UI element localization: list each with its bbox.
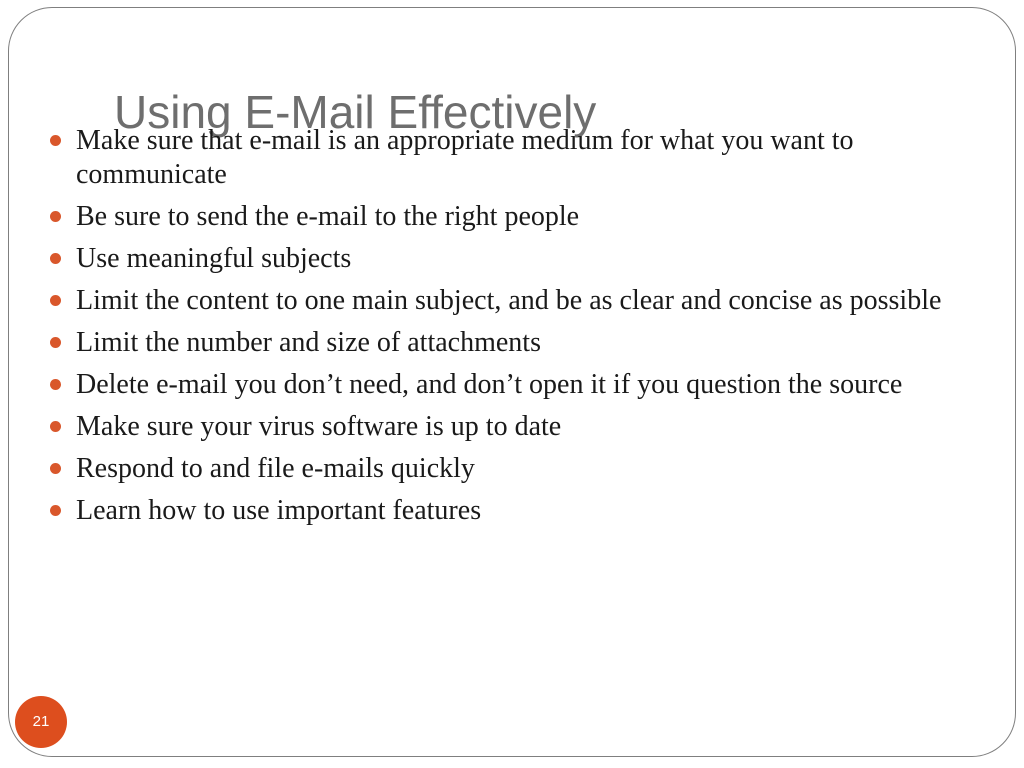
bullet-icon [50,463,61,474]
bullet-item [50,326,975,360]
bullet-list [50,124,975,536]
bullet-item [50,368,975,402]
bullet-text: Limit the content to one main subject, and be as clear and concise as possible [76,285,942,316]
bullet-text: Make sure your virus software is up to date [76,411,562,442]
bullet-text: Make sure that e-mail is an appropriate medium for what you want to communicate [76,125,854,190]
page-number-badge: 21 [15,696,67,748]
bullet-text: Learn how to use important features [76,495,482,526]
bullet-item [50,200,975,234]
bullet-text: Use meaningful subjects [76,243,352,274]
slide-title: Using E-Mail Effectively [114,86,597,138]
bullet-icon [50,295,61,306]
bullet-text: Delete e-mail you don’t need, and don’t open it if you question the source [76,369,903,400]
bullet-icon [50,505,61,516]
bullet-text: Be sure to send the e-mail to the right people [76,201,580,232]
bullet-icon [50,379,61,390]
bullet-item [50,284,975,318]
bullet-item [50,124,975,192]
bullet-item [50,242,975,276]
bullet-icon [50,211,61,222]
bullet-icon [50,337,61,348]
bullet-text: Respond to and file e-mails quickly [76,453,475,484]
bullet-icon [50,253,61,264]
bullet-item [50,452,975,486]
bullet-text: Limit the number and size of attachments [76,327,541,358]
bullet-item [50,410,975,444]
bullet-icon [50,421,61,432]
bullet-item [50,494,975,528]
bullet-icon [50,135,61,146]
